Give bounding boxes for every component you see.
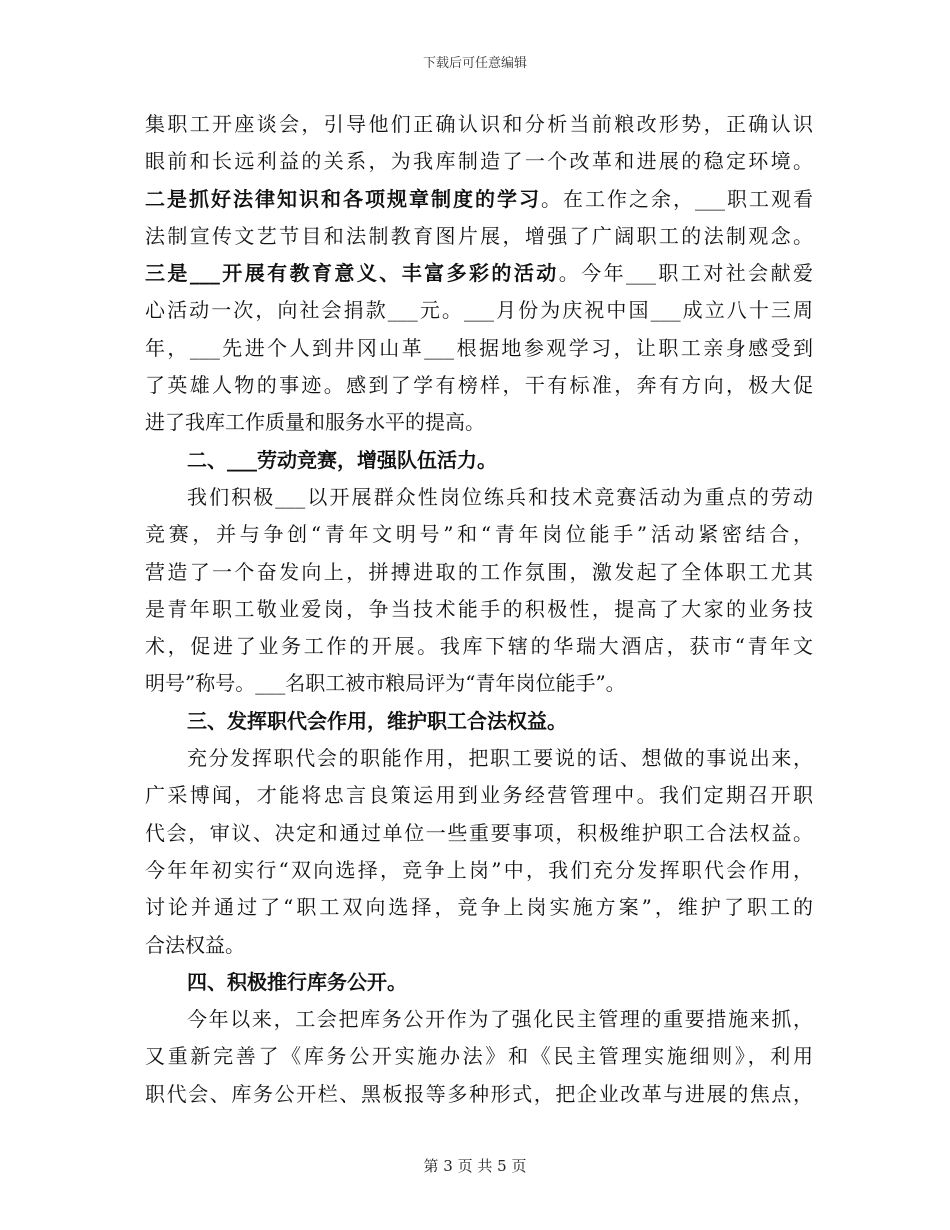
- text-line: 今年年初实行“双向选择，竞争上岗”中，我们充分发挥职代会作用，: [145, 857, 813, 882]
- page-footer: 第 3 页 共 5 页: [423, 1157, 527, 1175]
- text-line: 法制宣传文艺节目和法制教育图片展，增强了广阔职工的法制观念。: [145, 223, 813, 248]
- text-line: 年，___先进个人到井冈山革___根据地参观学习，让职工亲身感受到: [145, 335, 813, 360]
- section-heading: 三、发挥职代会作用，维护职工合法权益。: [187, 708, 567, 733]
- text-line: 合法权益。: [145, 932, 245, 957]
- text-line: 充分发挥职代会的职能作用，把职工要说的话、想做的事说出来，: [187, 746, 813, 771]
- text-line: 心活动一次，向社会捐款___元。___月份为庆祝中国___成立八十三周: [145, 298, 813, 323]
- bold-lead: 三是___开展有教育意义、丰富多彩的活动: [145, 261, 559, 286]
- section-heading: 二、___劳动竞赛，增强队伍活力。: [187, 447, 497, 472]
- text-line: 我们积极___以开展群众性岗位练兵和技术竞赛活动为重点的劳动: [187, 484, 813, 509]
- text-line: 明号”称号。___名职工被市粮局评为“青年岗位能手”。: [145, 671, 626, 696]
- text-line: 职代会、库务公开栏、黑板报等多种形式，把企业改革与进展的焦点，: [145, 1081, 813, 1106]
- text-line: 讨论并通过了“职工双向选择，竞争上岗实施方案”，维护了职工的: [145, 895, 813, 920]
- text-line: 今年以来，工会把库务公开作为了强化民主管理的重要措施来抓，: [187, 1007, 813, 1032]
- text-line: 代会，审议、决定和通过单位一些重要事项，积极维护职工合法权益。: [145, 820, 813, 845]
- page-header: 下载后可任意编辑: [422, 56, 527, 71]
- text-line: 二是抓好法律知识和各项规章制度的学习。在工作之余，___职工观看: [145, 186, 813, 211]
- text-line: 三是___开展有教育意义、丰富多彩的活动。今年___职工对社会献爱: [145, 261, 813, 286]
- text-line: 营造了一个奋发向上，拼搏进取的工作氛围，激发起了全体职工尤其: [145, 559, 813, 584]
- section-heading: 四、积极推行库务公开。: [187, 969, 407, 994]
- text-line: 竞赛，并与争创“青年文明号”和“青年岗位能手”活动紧密结合，: [145, 522, 813, 547]
- text-line: 进了我库工作质量和服务水平的提高。: [145, 410, 485, 435]
- text-line: 广采博闻，才能将忠言良策运用到业务经营管理中。我们定期召开职: [145, 783, 813, 808]
- document-body: [145, 106, 813, 1113]
- text-line: 术，促进了业务工作的开展。我库下辖的华瑞大酒店，获市“青年文: [145, 634, 813, 659]
- text-line: 眼前和长远利益的关系，为我库制造了一个改革和进展的稳定环境。: [145, 149, 813, 174]
- text-line: 是青年职工敬业爱岗，争当技术能手的积极性，提高了大家的业务技: [145, 596, 813, 621]
- bold-lead: 二是抓好法律知识和各项规章制度的学习: [145, 186, 541, 211]
- text-line: 集职工开座谈会，引导他们正确认识和分析当前粮改形势，正确认识: [145, 112, 813, 136]
- text-line: 又重新完善了《库务公开实施办法》和《民主管理实施细则》，利用: [145, 1044, 813, 1069]
- text-line: 了英雄人物的事迹。感到了学有榜样，干有标准，奔有方向，极大促: [145, 373, 813, 398]
